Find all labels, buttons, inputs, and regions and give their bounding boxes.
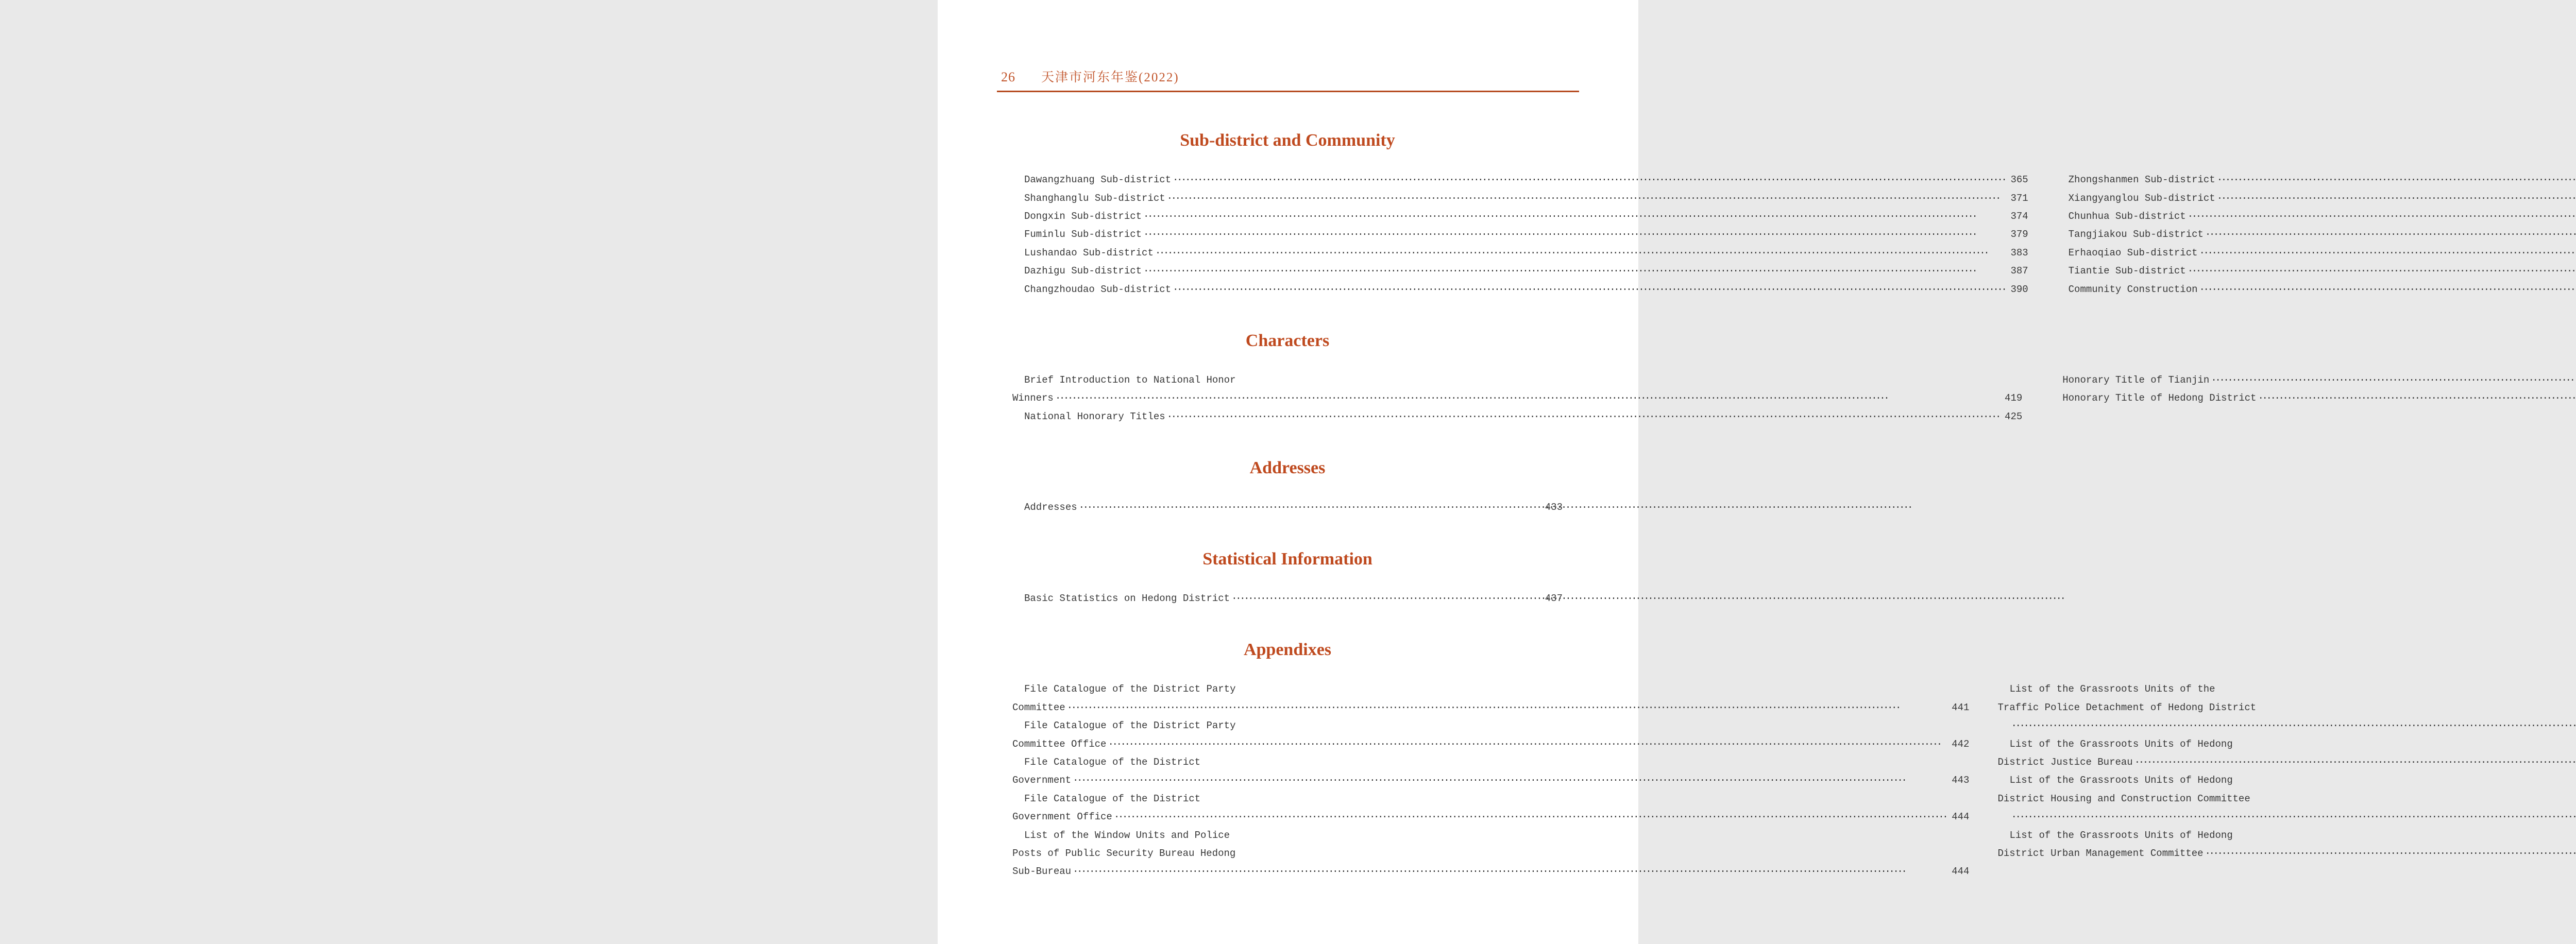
toc-columns [1012, 371, 2257, 426]
entry-page-number: 419 [2005, 392, 2023, 404]
dot-leader [2011, 808, 2576, 826]
dot-leader [2211, 371, 2576, 389]
entry-label: File Catalogue of the District Party [1024, 720, 1236, 732]
entry-label: Basic Statistics on Hedong District [1024, 592, 1230, 604]
toc-column-left [1012, 680, 1969, 881]
dot-leader [1055, 389, 1999, 407]
toc-entry-line [2057, 244, 2576, 262]
toc-entry-line [2057, 190, 2576, 208]
toc-entry-line [1012, 735, 1969, 753]
toc-entry-line [1012, 790, 1969, 808]
dot-leader [2188, 208, 2576, 226]
toc-fullwidth-rows [1012, 590, 1563, 608]
entry-page-number: 371 [2010, 192, 2028, 204]
toc-entry-line [1012, 827, 1969, 845]
entry-label: File Catalogue of the District [1024, 793, 1201, 804]
dot-leader [2134, 753, 2576, 771]
toc-entry-line [1012, 171, 2028, 189]
entry-label: File Catalogue of the District Party [1024, 683, 1236, 695]
entry-page-number: 437 [1545, 592, 1563, 604]
section-characters [1012, 331, 2257, 426]
entry-label: Fuminlu Sub-district [1024, 229, 1142, 241]
toc-entry-line [1997, 827, 2576, 845]
entry-label: National Honorary Titles [1024, 410, 1165, 422]
book-title: 天津市河东年鉴(2022) [1041, 71, 1179, 84]
entry-label: Chunhua Sub-district [2068, 210, 2186, 222]
toc-entry-line [1012, 408, 2022, 426]
toc-entry-line [1997, 680, 2576, 698]
entry-label: Changzhoudao Sub-district [1024, 283, 1172, 295]
dot-leader [2205, 845, 2576, 863]
entry-label: Traffic Police Detachment of Hedong District [1997, 701, 2257, 713]
toc-fullwidth-rows [1012, 499, 1563, 517]
toc-entry-line [1012, 262, 2028, 280]
toc-entry-line [2057, 262, 2576, 280]
entry-label: Committee [1012, 701, 1065, 713]
entry-label: Xiangyanglou Sub-district [2068, 192, 2215, 204]
toc-entry-line [2057, 171, 2576, 189]
toc-column-left [1012, 171, 2028, 299]
entry-label: District Justice Bureau [1997, 756, 2133, 768]
toc-column-right [2057, 171, 2576, 299]
yearbook-toc-page [938, 0, 2257, 944]
dot-leader [1143, 226, 2005, 244]
toc-entry-line [1012, 771, 1969, 789]
toc-entry-line [1012, 371, 2022, 389]
toc-entry-line [2057, 226, 2576, 244]
entry-page-number: 442 [1952, 738, 1970, 750]
entry-label: Tangjiakou Sub-district [2068, 229, 2204, 241]
dot-leader [1167, 408, 1999, 426]
toc-entry-line [2057, 281, 2576, 299]
entry-label: Dazhigu Sub-district [1024, 265, 1142, 277]
entry-label: Dawangzhuang Sub-district [1024, 174, 1172, 186]
entry-label: Brief Introduction to National Honor [1024, 374, 1236, 386]
entry-page-number: 374 [2010, 210, 2028, 222]
dot-leader [2188, 262, 2576, 280]
entry-label: Zhongshanmen Sub-district [2068, 174, 2215, 186]
section-addresses [1012, 458, 1563, 517]
toc-entry-line [1012, 699, 1969, 717]
entry-label: Lushandao Sub-district [1024, 247, 1154, 259]
entry-label: Sub-Bureau [1012, 866, 1072, 878]
toc-entry-line [1012, 808, 1969, 826]
toc-entry-line [1997, 808, 2576, 826]
entry-label: File Catalogue of the District [1024, 756, 1201, 768]
dot-leader [1155, 244, 2006, 262]
toc-entry-line [1997, 771, 2576, 789]
entry-page-number: 379 [2010, 229, 2028, 241]
toc-columns [1012, 171, 2215, 299]
toc-entry-line [1012, 499, 1563, 517]
section-title: Characters [1245, 331, 1330, 350]
toc-column-right [2050, 371, 2576, 426]
toc-entry-line [1012, 226, 2028, 244]
entry-label: Winners [1012, 392, 1054, 404]
entry-label: Shanghanglu Sub-district [1024, 192, 1165, 204]
entry-label: Community Construction [2068, 283, 2198, 295]
toc-entry-line [1012, 753, 1969, 771]
entry-label: List of the Grassroots Units of Hedong [2009, 775, 2233, 786]
entry-label: Honorary Title of Hedong District [2062, 392, 2257, 404]
entry-label: List of the Grassroots Units of the [2009, 683, 2215, 695]
dot-leader [1143, 262, 2005, 280]
section-title: Appendixes [1243, 640, 1332, 660]
entry-label: List of the Window Units and Police [1024, 829, 1230, 841]
dot-leader [1073, 771, 1946, 789]
dot-leader [2217, 190, 2576, 208]
toc-entry-line [2050, 371, 2576, 389]
entry-label: Government Office [1012, 811, 1112, 823]
dot-leader [2258, 389, 2576, 407]
toc-entry-line [1997, 753, 2576, 771]
toc-entry-line [1012, 389, 2022, 407]
toc-entry-line [1012, 863, 1969, 881]
toc-content [938, 130, 2257, 881]
entry-label: Government [1012, 775, 1072, 786]
toc-entry-line [1997, 699, 2576, 717]
toc-entry-line [2057, 208, 2576, 226]
section-title: Statistical Information [1202, 549, 1372, 569]
toc-entry-line [1012, 590, 1563, 608]
dot-leader [1114, 808, 1946, 826]
entry-page-number: 425 [2005, 410, 2023, 422]
section-title: Addresses [1249, 458, 1326, 478]
entry-label: Honorary Title of Tianjin [2062, 374, 2210, 386]
toc-entry-line [1012, 208, 2028, 226]
dot-leader [2217, 171, 2576, 189]
toc-column-right [1997, 680, 2576, 881]
toc-entry-line [2050, 389, 2576, 407]
dot-leader [1073, 863, 1946, 881]
toc-entry-line [1997, 717, 2576, 735]
entry-label: Dongxin Sub-district [1024, 210, 1142, 222]
toc-entry-line [1997, 735, 2576, 753]
section-sub-district-and-community [1012, 130, 2215, 299]
entry-page-number: 383 [2010, 247, 2028, 259]
entry-page-number: 390 [2010, 283, 2028, 295]
toc-entry-line [1997, 845, 2576, 863]
entry-label: Committee Office [1012, 738, 1107, 750]
entry-page-number: 433 [1545, 502, 1563, 513]
entry-label: Tiantie Sub-district [2068, 265, 2186, 277]
entry-label: District Housing and Construction Committee [1997, 793, 2250, 804]
dot-leader [1143, 208, 2005, 226]
toc-entry-line [1997, 790, 2576, 808]
toc-entry-line [1012, 845, 1969, 863]
entry-page-number: 441 [1952, 701, 1970, 713]
dot-leader [1173, 281, 2005, 299]
toc-column-left [1012, 371, 2022, 426]
entry-label: Addresses [1024, 502, 1077, 513]
dot-leader [1108, 735, 1946, 753]
dot-leader [2011, 717, 2576, 735]
dot-leader [2199, 244, 2576, 262]
toc-entry-line [1012, 190, 2028, 208]
dot-leader [2205, 226, 2576, 244]
entry-label: Posts of Public Security Bureau Hedong [1012, 848, 1236, 859]
toc-entry-line [1012, 281, 2028, 299]
dot-leader [2199, 281, 2576, 299]
folio-page-number: 26 [1001, 70, 1015, 84]
toc-columns [1012, 680, 2257, 881]
dot-leader [1231, 590, 1544, 608]
entry-page-number: 443 [1952, 775, 1970, 786]
dot-leader [1167, 190, 2006, 208]
entry-label: Erhaoqiao Sub-district [2068, 247, 2198, 259]
dot-leader [1079, 499, 1544, 517]
section-statistical-information [1012, 549, 1563, 608]
entry-page-number: 444 [1952, 866, 1970, 878]
section-title: Sub-district and Community [1180, 131, 1395, 150]
running-head [997, 0, 1579, 92]
dot-leader [1067, 699, 1947, 717]
toc-entry-line [1012, 244, 2028, 262]
entry-page-number: 444 [1952, 811, 1970, 823]
entry-label: List of the Grassroots Units of Hedong [2009, 829, 2233, 841]
section-appendixes [1012, 640, 2257, 881]
entry-label: District Urban Management Committee [1997, 848, 2204, 859]
toc-entry-line [1012, 680, 1969, 698]
entry-page-number: 387 [2010, 265, 2028, 277]
entry-page-number: 365 [2010, 174, 2028, 186]
entry-label: List of the Grassroots Units of Hedong [2009, 738, 2233, 750]
dot-leader [1173, 171, 2005, 189]
toc-entry-line [1012, 717, 1969, 735]
